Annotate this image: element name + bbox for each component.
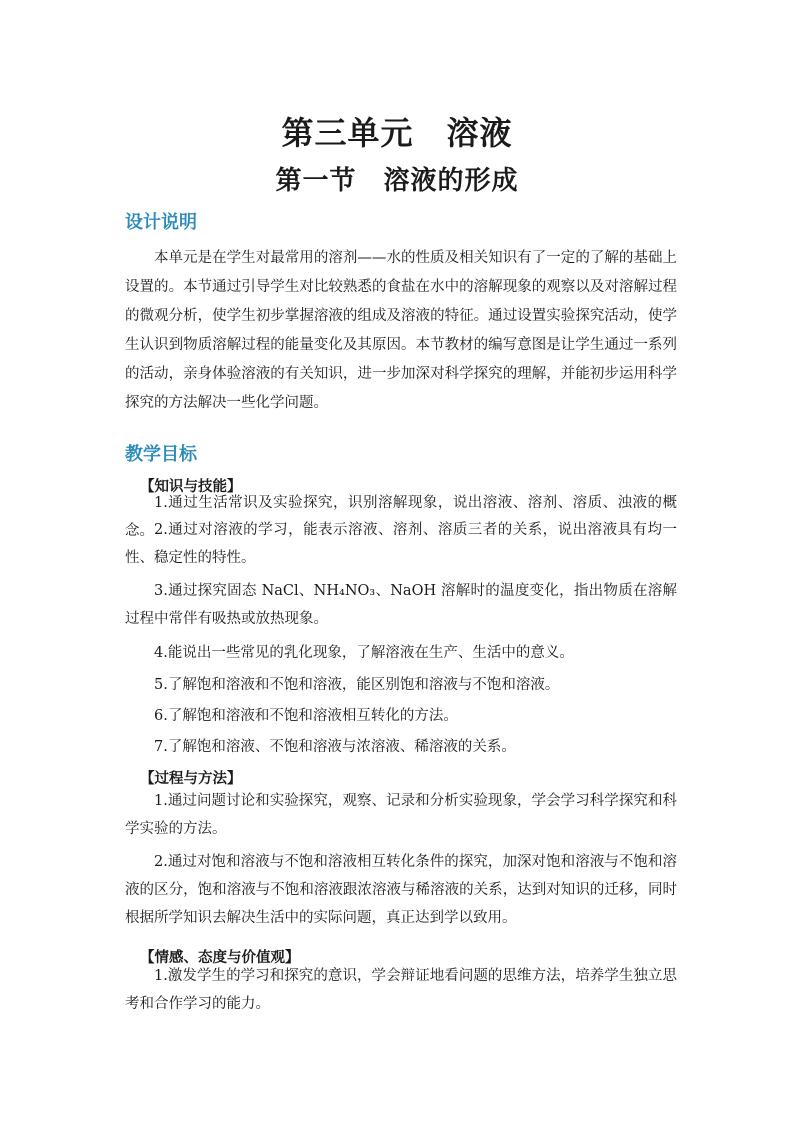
design-heading: 设计说明 (125, 212, 197, 233)
emotion-label: 【情感、态度与价值观】 (140, 949, 300, 966)
knowledge-item: 1.通过生活常识及实验探究，识别溶解现象，说出溶液、溶剂、溶质、浊液的概念。 (125, 495, 677, 539)
knowledge-label: 【知识与技能】 (140, 478, 242, 495)
knowledge-item: 3.通过探究固态 NaCl、NH₄NO₃、NaOH 溶解时的温度变化，指出物质在溶解过程中常伴有吸热或放热现象。 (125, 583, 677, 627)
goals-heading: 教学目标 (125, 444, 197, 465)
knowledge-item: 2.通过对溶液的学习，能表示溶液、溶剂、溶质三者的关系，说出溶液具有均一性、稳定性的特性。 (125, 522, 677, 566)
knowledge-item: 7.了解饱和溶液、不饱和溶液与浓溶液、稀溶液的关系。 (154, 739, 516, 755)
knowledge-item: 6.了解饱和溶液和不饱和溶液相互转化的方法。 (154, 708, 458, 724)
emotion-item: 1.激发学生的学习和探究的意识，学会辩证地看问题的思维方法，培养学生独立思考和合作学习的能力。 (125, 968, 677, 1012)
design-paragraph: 本单元是在学生对最常用的溶剂——水的性质及相关知识有了一定的了解的基础上设置的。本节通过引导学生对比较熟悉的食盐在水中的溶解现象的观察以及对溶解过程的微观分析，使学生初步掌握溶液的组成及溶液的特征。通过设置实验探究活动，使学生认识到物质溶解过程的能量变化及其原因。本节教材的编写意图是让学生通过一系列的活动，亲身体验溶液的有关知识，进一步加深对科学探究的理解，并能初步运用科学探究的方法解决一些化学问题。 (125, 250, 677, 411)
process-item: 2.通过对饱和溶液与不饱和溶液相互转化条件的探究，加深对饱和溶液与不饱和溶液的区分，饱和溶液与不饱和溶液跟浓溶液与稀溶液的关系，达到对知识的迁移，同时根据所学知识去解决生活中的实际问题，真正达到学以致用。 (125, 854, 677, 926)
process-label: 【过程与方法】 (140, 770, 242, 787)
process-item: 1.通过问题讨论和实验探究，观察、记录和分析实验现象，学会学习科学探究和科学实验的方法。 (125, 793, 677, 837)
section-title: 第一节 溶液的形成 (275, 166, 519, 196)
knowledge-item: 4.能说出一些常见的乳化现象，了解溶液在生产、生活中的意义。 (154, 645, 574, 661)
unit-title: 第三单元 溶液 (281, 114, 513, 152)
knowledge-item: 5.了解饱和溶液和不饱和溶液，能区别饱和溶液与不饱和溶液。 (154, 677, 560, 693)
